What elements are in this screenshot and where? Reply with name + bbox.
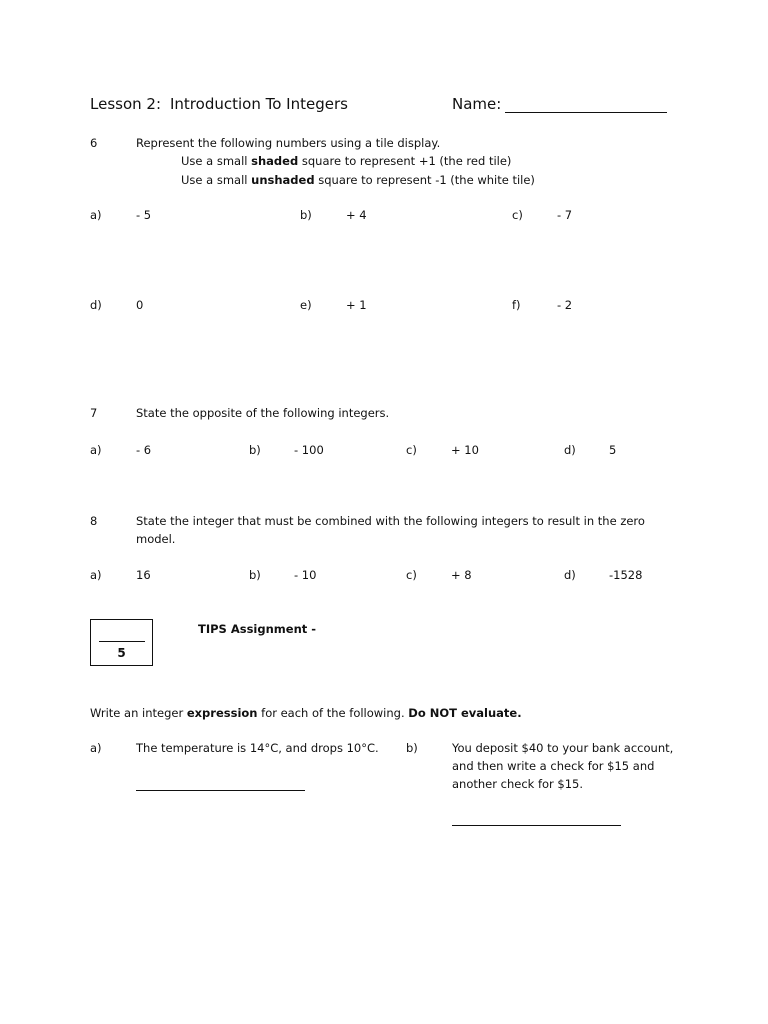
expr-b-label: b) — [406, 741, 418, 755]
expr-b-text-line2: and then write a check for $15 and — [452, 759, 655, 773]
q7-item-value: - 6 — [136, 443, 152, 457]
q7-item-label: a) — [90, 443, 102, 457]
expr-b-text-line3: another check for $15. — [452, 777, 584, 791]
page-title: Introduction To Integers — [170, 95, 348, 113]
expr-b-answer-line[interactable] — [452, 825, 621, 826]
q8-prompt-line2: model. — [136, 532, 176, 546]
q8-item-label: d) — [564, 568, 576, 582]
lesson-label: Lesson 2: — [90, 95, 162, 113]
q8-item-value: 16 — [136, 568, 151, 582]
q6-item-label: e) — [300, 298, 312, 312]
q7-prompt: State the opposite of the following integers. — [136, 406, 390, 420]
q6-prompt: Represent the following numbers using a tile display. — [136, 136, 441, 150]
score-box — [90, 619, 153, 666]
q7-item-value: 5 — [609, 443, 617, 457]
q6-instruction-unshaded: Use a small unshaded square to represent -1 (the white tile) — [181, 173, 535, 187]
q6-item-label: a) — [90, 208, 102, 222]
expr-a-text: The temperature is 14°C, and drops 10°C. — [136, 741, 379, 755]
q8-item-label: c) — [406, 568, 417, 582]
q6-item-label: c) — [512, 208, 523, 222]
q6-item-label: f) — [512, 298, 521, 312]
q6-item-label: b) — [300, 208, 312, 222]
score-blank-line[interactable] — [99, 641, 145, 642]
q6-item-value: + 4 — [346, 208, 367, 222]
q8-item-label: a) — [90, 568, 102, 582]
q6-item-value: 0 — [136, 298, 144, 312]
q7-number: 7 — [90, 406, 98, 420]
q6-item-value: - 5 — [136, 208, 152, 222]
q8-item-label: b) — [249, 568, 261, 582]
q6-number: 6 — [90, 136, 98, 150]
q6-item-value: - 2 — [557, 298, 573, 312]
q7-item-label: c) — [406, 443, 417, 457]
q8-item-value: -1528 — [609, 568, 643, 582]
tips-assignment-label: TIPS Assignment - — [198, 622, 317, 636]
q6-item-value: + 1 — [346, 298, 367, 312]
q7-item-value: - 100 — [294, 443, 324, 457]
q8-item-value: + 8 — [451, 568, 472, 582]
q8-number: 8 — [90, 514, 98, 528]
q7-item-value: + 10 — [451, 443, 479, 457]
q7-item-label: d) — [564, 443, 576, 457]
q6-item-value: - 7 — [557, 208, 573, 222]
expression-instructions: Write an integer expression for each of the following. Do NOT evaluate. — [90, 706, 522, 720]
q6-instruction-shaded: Use a small shaded square to represent +1 (the red tile) — [181, 154, 512, 168]
q7-item-label: b) — [249, 443, 261, 457]
q8-prompt-line1: State the integer that must be combined with the following integers to result in the zero — [136, 514, 645, 528]
expr-b-text-line1: You deposit $40 to your bank account, — [452, 741, 674, 755]
score-total: 5 — [117, 646, 126, 660]
expr-a-answer-line[interactable] — [136, 790, 305, 791]
q6-item-label: d) — [90, 298, 102, 312]
q8-item-value: - 10 — [294, 568, 317, 582]
name-blank-line[interactable] — [505, 112, 667, 113]
expr-a-label: a) — [90, 741, 102, 755]
name-label: Name: — [452, 95, 502, 113]
